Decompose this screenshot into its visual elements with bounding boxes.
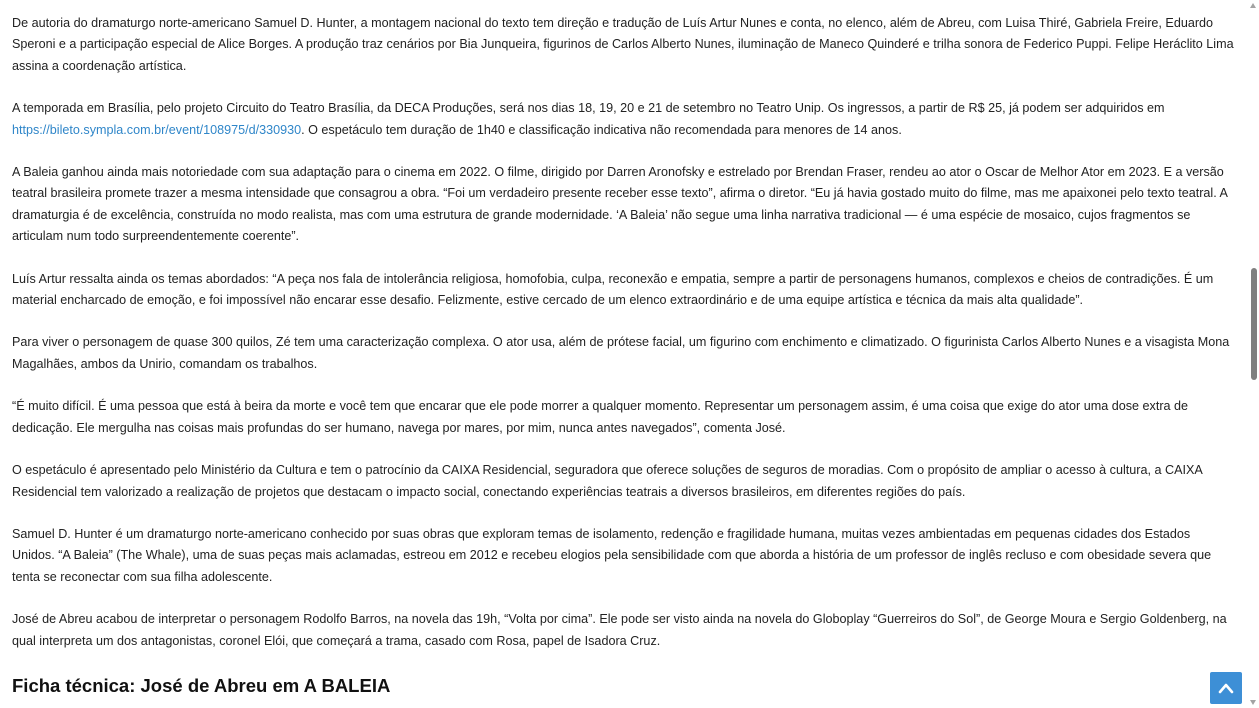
ticket-link[interactable]: https://bileto.sympla.com.br/event/108975/d/330930 [12, 122, 302, 137]
paragraph-themes: Luís Artur ressalta ainda os temas abordados: “A peça nos fala de intolerância religiosa, homofobia, culpa, reconexão e empatia, sempre a partir de personagens humanos, complexos e cheios de contradições. É um material encharcado de emoção, e foi impossível não encarar esse desafio. Felizmente, estive cercado de um elenco extraordinário e de uma equipe artística e técnica da mais alta qualidade”. [12, 271, 1214, 308]
paragraph-credits: De autoria do dramaturgo norte-americano Samuel D. Hunter, a montagem nacional do texto tem direção e tradução de Luís Artur Nunes e conta, no elenco, além de Abreu, com Luisa Thiré, Gabriela Freire, Eduardo Speroni e a participação especial de Alice Borges. A produção traz cenários por Bia Junqueira, figurinos de Carlos Alberto Nunes, iluminação de Maneco Quinderé e trilha sonora de Federico Puppi. Felipe Heráclito Lima assina a coordenação artística. [12, 16, 1234, 73]
season-text-after-link: . O espetáculo tem duração de 1h40 e classificação indicativa não recomendada para menores de 14 anos. [301, 122, 902, 137]
paragraph-actor-quote: “É muito difícil. É uma pessoa que está à beira da morte e você tem que encarar que ele pode morrer a qualquer momento. Representar um personagem assim, é uma coisa que exige do ator uma dose extra de dedicação. Ele mergulha nas coisas mais profundas do ser humano, navega por mares, por mim, nunca antes navegados”, comenta José. [12, 399, 1189, 435]
season-text-before-link: A temporada em Brasília, pelo projeto Circuito do Teatro Brasília, da DECA Produções, será nos dias 18, 19, 20 e 21 de setembro no Teatro Unip. Os ingressos, a partir de R$ 25, já podem ser adquiridos em [12, 101, 1165, 116]
paragraph-characterization: Para viver o personagem de quase 300 quilos, Zé tem uma caracterização complexa. O ator usa, além de prótese facial, um figurino com enchimento e climatizado. O figurinista Carlos Alberto Nunes e a visagista Mona Magalhães, ambos da Unirio, comandam os trabalhos. [12, 335, 1230, 371]
scroll-down-arrow-icon[interactable] [1250, 700, 1256, 705]
paragraph-season [12, 98, 1234, 141]
scroll-up-arrow-icon[interactable] [1250, 3, 1256, 8]
article-body [12, 13, 1234, 699]
scrollbar-thumb[interactable] [1251, 268, 1257, 380]
paragraph-actor-career: José de Abreu acabou de interpretar o personagem Rodolfo Barros, na novela das 19h, “Volta por cima”. Ele pode ser visto ainda na novela do Globoplay “Guerreiros do Sol”, de George Moura e Sergio Goldenberg, na qual interpreta um dos antagonistas, coronel Elói, que começará a trama, casado com Rosa, papel de Isadora Cruz. [12, 612, 1227, 648]
back-to-top-button[interactable] [1210, 672, 1242, 704]
paragraph-playwright: Samuel D. Hunter é um dramaturgo norte-americano conhecido por suas obras que exploram temas de isolamento, redenção e fragilidade humana, muitas vezes ambientadas em pequenas cidades dos Estados Unidos. “A Baleia” (The Whale), uma de suas peças mais aclamadas, estreou em 2012 e recebeu elogios pela sensibilidade com que aborda a história de um professor de inglês recluso e com obesidade severa que tenta se reconectar com sua filha adolescente. [12, 526, 1212, 584]
chevron-up-icon [1218, 682, 1234, 694]
section-heading-technical-sheet: Ficha técnica: José de Abreu em A BALEIA [12, 674, 391, 696]
page-scrollbar[interactable] [1248, 0, 1259, 708]
paragraph-film-adaptation: A Baleia ganhou ainda mais notoriedade com sua adaptação para o cinema em 2022. O filme, dirigido por Darren Aronofsky e estrelado por Brendan Fraser, rendeu ao ator o Oscar de Melhor Ator em 2023. E a versão teatral brasileira promete trazer a mesma intensidade que consagrou a obra. “Foi um verdadeiro presente receber esse texto”, afirma o diretor. “Eu já havia gostado muito do filme, mas me apaixonei pelo texto teatral. A dramaturgia é de excelência, construída no modo realista, mas com uma estrutura de grande modernidade. ‘A Baleia’ não segue uma linha narrativa tradicional — é uma espécie de mosaico, cujos fragmentos se articulam num todo surpreendentemente coerente”. [12, 165, 1228, 244]
paragraph-sponsorship: O espetáculo é apresentado pelo Ministério da Cultura e tem o patrocínio da CAIXA Residencial, seguradora que oferece soluções de seguros de moradias. Com o propósito de ampliar o acesso à cultura, a CAIXA Residencial tem valorizado a realização de projetos que destacam o impacto social, conectando experiências teatrais a diversos brasileiros, em diferentes regiões do país. [12, 463, 1203, 499]
